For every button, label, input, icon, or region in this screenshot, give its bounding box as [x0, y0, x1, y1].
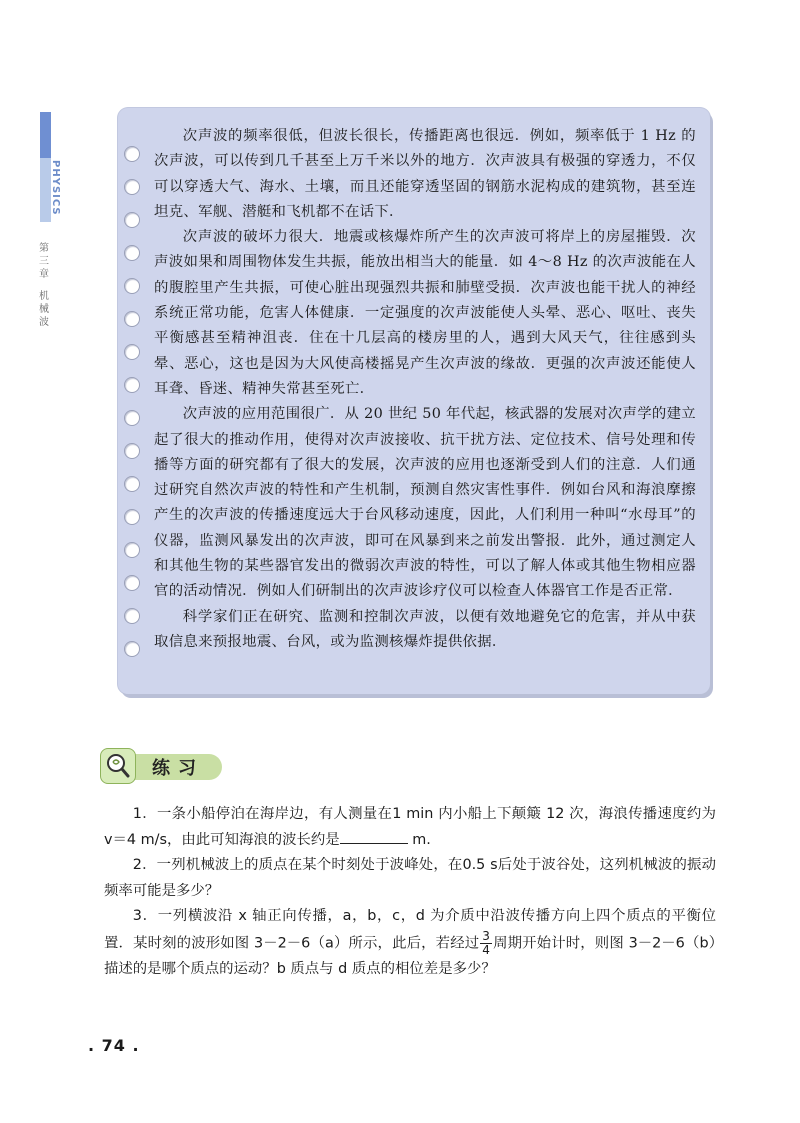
magnifier-icon: [100, 748, 136, 784]
chapter-topic: 机械波: [39, 291, 49, 328]
paragraph: 次声波的破坏力很大．地震或核爆炸所产生的次声波可将岸上的房屋摧毁．次声波如果和周围物体发生共振，能放出相当大的能量．如 4～8 Hz 的次声波能在人的腹腔里产生共振，可使心脏出现强烈共振和肺壁受损．次声波也能干扰人的神经系统正常功能，危害人体健康．一定强度的次声波能使人头晕、恶心、呕吐、丧失平衡感甚至精神沮丧．住在十几层高的楼房里的人，遇到大风天气，往往感到头晕、恶心，这也是因为大风使高楼摇晃产生次声波的缘故．更强的次声波还能使人耳聋、昏迷、精神失常甚至死亡．: [154, 229, 696, 397]
ring-icon: [124, 608, 140, 624]
chapter-label: 第三章: [39, 243, 49, 280]
ring-icon: [124, 410, 140, 426]
ring-icon: [124, 245, 140, 261]
paragraph: 科学家们正在研究、监测和控制次声波，以便有效地避免它的危害，并从中获取信息来预报地震、台风，或为监测核爆炸提供依据．: [154, 608, 696, 650]
ring-icon: [124, 575, 140, 591]
ring-icon: [124, 212, 140, 228]
exercise-item: 3．一列横波沿 x 轴正向传播，a，b，c，d 为介质中沿波传播方向上四个质点的平衡位置．某时刻的波形如图 3－2－6（a）所示，此后，若经过 $\frac{3}{4}$ 周期开始计时，则图 3－2－6（b）描述的是哪个质点的运动？b 质点与 d 质点的相位差是多少？: [104, 908, 716, 978]
exercise-item: 1．一条小船停泊在海岸边，有人测量在1 min 内小船上下颠簸 12 次，海浪传播速度约为 v＝4 m/s，由此可知海浪的波长约是 m.: [104, 806, 716, 848]
ring-icon: [124, 476, 140, 492]
subject-label: PHYSICS: [50, 160, 61, 216]
exercise-item: 2．一列机械波上的质点在某个时刻处于波峰处，在0.5 s后处于波谷处，这列机械波的振动频率可能是多少？: [104, 857, 716, 899]
ring-icon: [124, 377, 140, 393]
ring-icon: [124, 641, 140, 657]
ring-icon: [124, 311, 140, 327]
ring-icon: [124, 443, 140, 459]
ring-icon: [124, 179, 140, 195]
exercise-title: 练习: [152, 758, 204, 779]
margin-tab-accent: [40, 112, 51, 158]
ring-icon: [124, 278, 140, 294]
page-number: . 74 .: [88, 1036, 140, 1055]
exercise-list: [104, 802, 716, 983]
fraction: $\frac{3}{4}$: [482, 928, 490, 957]
ring-icon: [124, 542, 140, 558]
paragraph: 次声波的频率很低，但波长很长，传播距离也很远．例如，频率低于 1 Hz 的次声波，可以传到几千甚至上万千米以外的地方．次声波具有极强的穿透力，不仅可以穿透大气、海水、土壤，而且还能穿透坚固的钢筋水泥构成的建筑物，甚至连坦克、军舰、潜艇和飞机都不在话下．: [154, 128, 696, 220]
ring-icon: [124, 146, 140, 162]
paragraph: 次声波的应用范围很广．从 20 世纪 50 年代起，核武器的发展对次声学的建立起了很大的推动作用，使得对次声波接收、抗干扰方法、定位技术、信号处理和传播等方面的研究都有了很大的发展，次声波的应用也逐渐受到人们的注意．人们通过研究自然次声波的特性和产生机制，预测自然灾害性事件．例如台风和海浪摩擦产生的次声波的传播速度远大于台风移动速度，因此，人们利用一种叫“水母耳”的仪器，监测风暴发出的次声波，即可在风暴到来之前发出警报．此外，通过测定人和其他生物的某些器官发出的微弱次声波的特性，可以了解人体或其他生物相应器官的活动情况．例如人们研制出的次声波诊疗仪可以检查人体器官工作是否正常．: [154, 406, 696, 600]
ring-icon: [124, 509, 140, 525]
exercise-header: [100, 748, 230, 784]
notebook-text: [154, 124, 696, 655]
answer-blank[interactable]: [340, 829, 408, 844]
reading-notebook: [118, 108, 710, 694]
ring-icon: [124, 344, 140, 360]
